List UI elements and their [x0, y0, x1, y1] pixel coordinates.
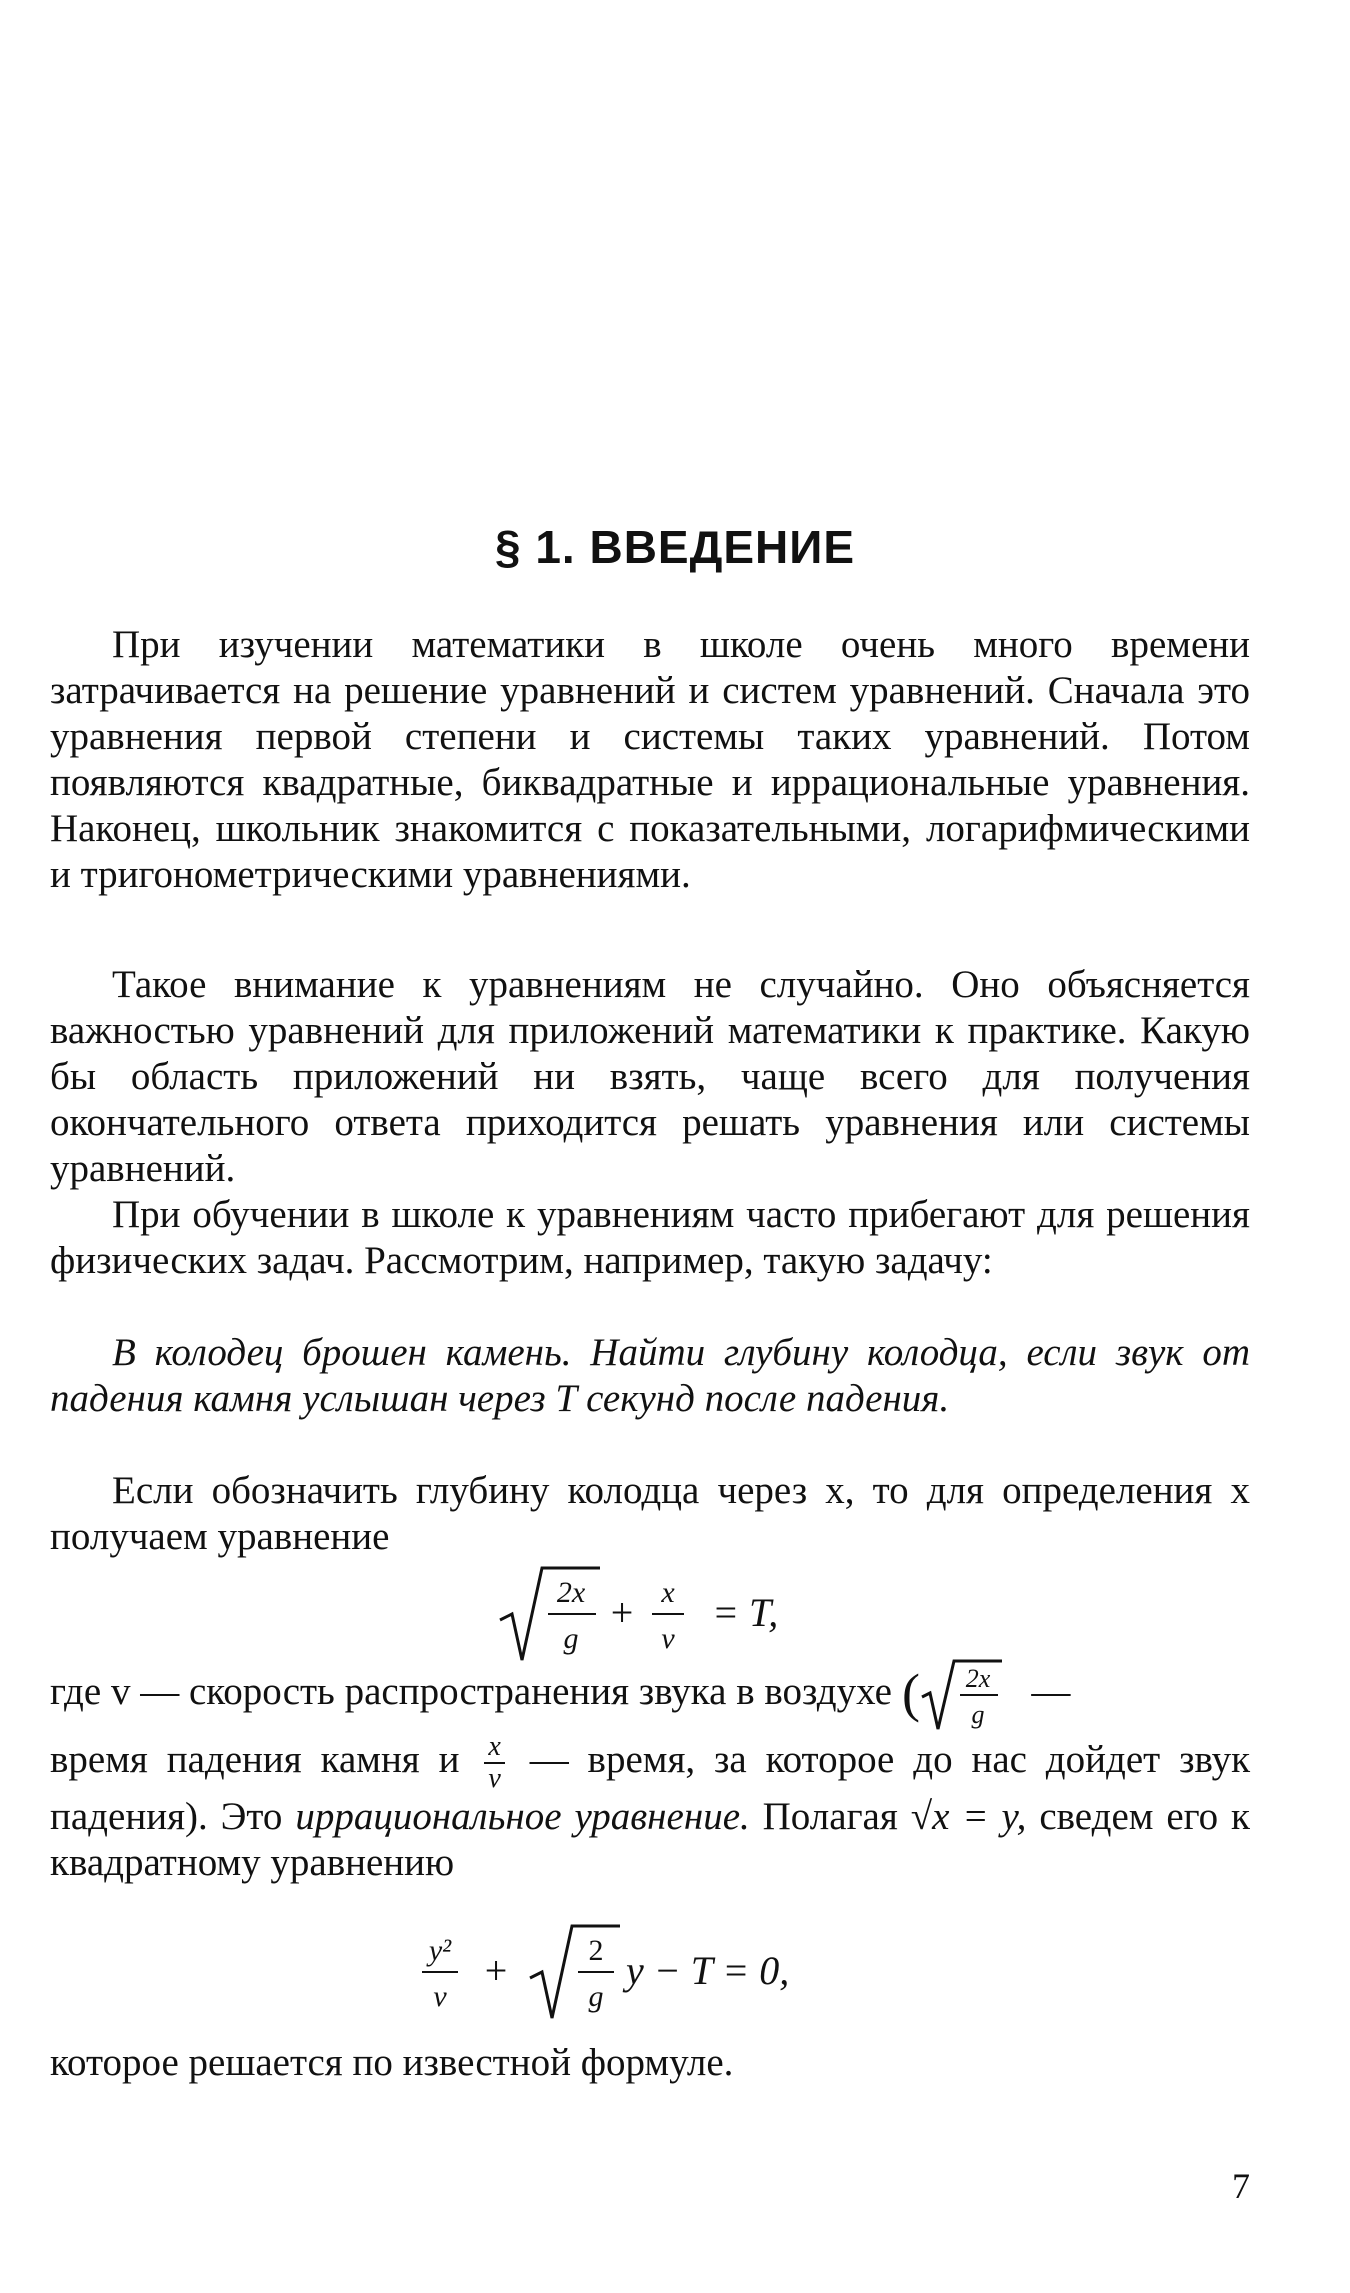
paragraph-physics: При обучении в школе к уравнениям часто прибегают для решения физических задач. Рассмотрим, например, такую задачу:	[50, 1193, 1250, 1282]
equation-quadratic	[0, 1918, 1350, 2028]
closing-sentence: которое решается по известной формуле.	[50, 2041, 734, 2084]
explanation-text-5: сведем его к квадратному уравнению	[50, 1795, 1250, 1884]
problem-statement: В колодец брошен камень. Найти глубину колодца, если звук от падения камня услышан через T секунд после падения.	[50, 1331, 1250, 1420]
q-radicand-numerator: 2	[588, 1934, 604, 1967]
radicand-numerator: 2x	[556, 1576, 586, 1609]
substitution: √x = y,	[910, 1795, 1027, 1838]
paragraph-importance: Такое внимание к уравнениям не случайно. Оно объясняется важностью уравнений для приложений математики к практике. Какую бы область приложений ни взять, чаще всего для получения окончательного ответа приходится решать уравнения или системы уравнений.	[50, 963, 1250, 1190]
q-equation-rest: y − T = 0,	[626, 1948, 790, 1993]
explanation-text-3: — время, за которое до нас дойдет звук падения). Это	[50, 1737, 1251, 1838]
equation-quadratic-svg	[0, 1918, 1350, 2028]
fraction-denominator: v	[661, 1622, 675, 1655]
equation-rhs: = T,	[712, 1590, 779, 1635]
section-heading: § 1. ВВЕДЕНИЕ	[494, 521, 856, 573]
q-fraction-numerator: y²	[428, 1934, 452, 1967]
explanation-dash: —	[1031, 1670, 1071, 1713]
q-fraction-denominator: v	[433, 1980, 447, 2013]
inline-radicand-denominator: g	[971, 1700, 985, 1730]
paragraph-intro: При изучении математики в школе очень много времени затрачивается на решение уравнений и систем уравнений. Сначала это уравнения первой степени и системы таких уравнений. Потом появляются квадратные, биквадратные и иррациональные уравнения. Наконец, школьник знакомится с показательными, логарифмическими и тригонометрическими уравнениями.	[50, 623, 1250, 896]
radicand-denominator: g	[563, 1622, 579, 1655]
q-radicand-denominator: g	[588, 1980, 604, 2013]
open-paren: (	[901, 1663, 920, 1724]
inline-radicand-numerator: 2x	[965, 1664, 990, 1694]
q-plus-sign: +	[484, 1948, 508, 1993]
inline-fraction-numerator: x	[484, 1732, 504, 1764]
explanation-text-4: Полагая	[762, 1795, 898, 1838]
explanation-line-1	[50, 1652, 1250, 1732]
explanation-text-1: где v — скорость распространения звука в воздухе	[50, 1670, 892, 1713]
page-number: 7	[1232, 2166, 1250, 2206]
inline-fraction-denominator: v	[488, 1763, 501, 1794]
italic-term: иррациональное уравнение.	[295, 1795, 750, 1838]
paragraph-equation-intro: Если обозначить глубину колодца через x, то для определения x получаем уравнение	[50, 1469, 1250, 1558]
plus-sign: +	[610, 1590, 634, 1635]
inline-radical-svg	[902, 1655, 1022, 1735]
inline-fraction-x-v	[484, 1732, 504, 1794]
fraction-numerator: x	[661, 1576, 675, 1609]
explanation-paragraph	[50, 1732, 1250, 1886]
explanation-text-2: время падения камня и	[50, 1737, 460, 1781]
